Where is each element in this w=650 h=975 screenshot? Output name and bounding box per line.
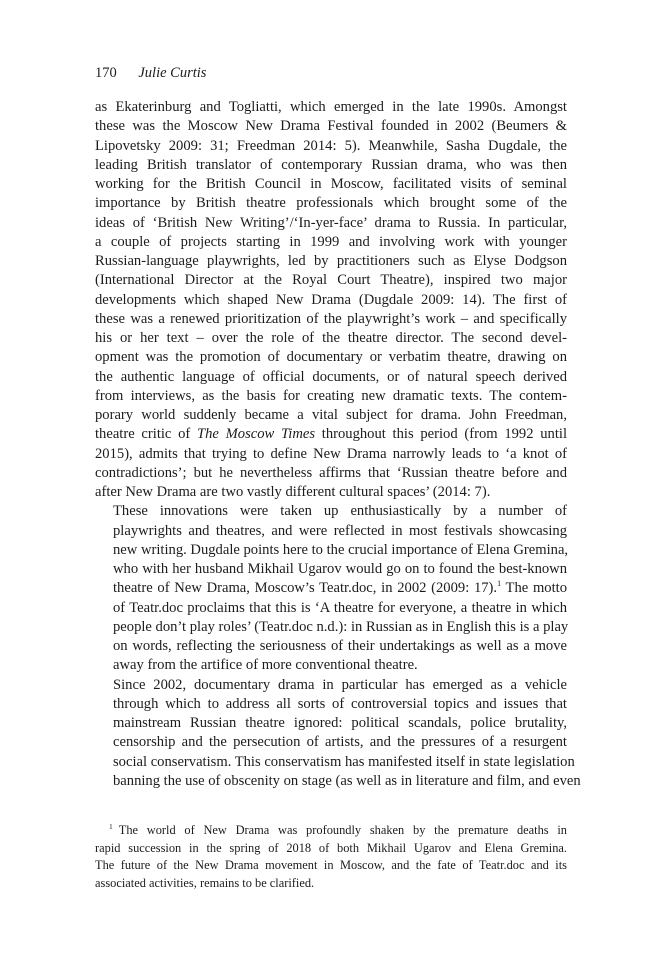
text-line: contradictions’; but he nevertheless affirms that ‘Russian theatre before and (95, 464, 567, 481)
text-line: as Ekaterinburg and Togliatti, which emerged in the late 1990s. Amongst (95, 99, 567, 115)
footnote-line: The future of the New Drama movement in Moscow, and the fate of Teatr.doc and its (95, 858, 567, 872)
text-line: working for the British Council in Moscow, facilitated visits of seminal (95, 176, 567, 192)
text-line: Lipovetsky 2009: 31; Freedman 2014: 5). Meanwhile, Sasha Dugdale, the (95, 137, 567, 154)
main-text (95, 98, 581, 791)
text-line: leading British translator of contemporary Russian drama, who was then (95, 156, 567, 173)
footnote-line: $^1$ The world of New Drama was profoundly shaken by the premature deaths in (109, 821, 567, 837)
text-line: from interviews, as the basis for creating new dramatic texts. The contem- (95, 387, 567, 404)
text-line: social conservatism. This conservatism has manifested itself in state legislation (113, 753, 575, 770)
text-line: Since 2002, documentary drama in particular has emerged as a vehicle (113, 676, 567, 693)
page-number: 170 (95, 65, 117, 81)
text-line: of Teatr.doc proclaims that this is ‘A theatre for everyone, a theatre in which (113, 599, 567, 616)
text-line: a couple of projects starting in 1999 and involving work with younger (95, 233, 567, 250)
text-line: playwrights and theatres, and were reflected in most festivals showcasing (113, 522, 567, 539)
text-line: who with her husband Mikhail Ugarov would go on to found the best-known (113, 561, 567, 577)
footnote-reference[interactable]: 1 (497, 579, 502, 589)
text-line: Russian-language playwrights, led by practitioners such as Elyse Dodgson (95, 253, 567, 269)
paragraph (95, 676, 581, 792)
text-line: his or her text – over the role of the theatre director. The second devel- (95, 330, 567, 346)
footnote-number: 1 (109, 821, 113, 831)
text-line: the authentic language of official documents, or of natural speech derived (95, 368, 567, 385)
text-line: importance by British theatre professionals which brought some of the (95, 195, 567, 212)
footnote-line: associated activities, remains to be clarified. (95, 875, 315, 890)
text-line: banning the use of obscenity on stage (as well as in literature and film, and even (113, 772, 581, 789)
text-line: people don’t play roles’ (Teatr.doc n.d.): in Russian as in English this is a play (113, 618, 569, 635)
footnote-area (95, 822, 567, 892)
footnote-line: rapid succession in the spring of 2018 of both Mikhail Ugarov and Elena Gremina. (95, 840, 567, 855)
text-line: mainstream Russian theatre ignored: political scandals, police brutality, (113, 715, 567, 731)
italic-title: The Moscow Times (197, 426, 316, 443)
text-line: through which to address all sorts of controversial topics and issues that (113, 695, 567, 712)
text-line: these was the Moscow New Drama Festival founded in 2002 (Beumers & (95, 118, 567, 135)
paragraph (95, 98, 567, 502)
text-line: theatre of New Drama, Moscow’s Teatr.doc, in 2002 (2009: 17).$^1$ The motto (113, 579, 568, 597)
text-line: new writing. Dugdale points here to the crucial importance of Elena Gremina, (113, 541, 569, 558)
text-line: porary world suddenly became a vital subject for drama. John Freedman, (95, 407, 567, 423)
text-line: away from the artifice of more conventional theatre. (113, 657, 418, 674)
text-line: theatre critic of The Moscow Times throughout this period (from 1992 until (95, 426, 568, 443)
text-line: censorship and the persecution of artists, and the pressures of a resurgent (113, 734, 567, 751)
text-line: developments which shaped New Drama (Dugdale 2009: 14). The first of (95, 291, 567, 308)
text-line: after New Drama are two vastly different cultural spaces’ (2014: 7). (95, 484, 491, 500)
text-line: these was a renewed prioritization of the playwright’s work – and specifically (95, 310, 567, 327)
running-head-author: Julie Curtis (138, 65, 207, 81)
text-line: ideas of ‘British New Writing’/‘In-yer-face’ drama to Russia. In particular, (95, 214, 567, 231)
paragraph (95, 502, 567, 675)
text-line: 2015), admits that trying to define New Drama narrowly leads to ‘a knot of (95, 445, 567, 462)
text-line: These innovations were taken up enthusiastically by a number of (113, 503, 567, 520)
text-line: opment was the promotion of documentary or verbatim theatre, drawing on (95, 349, 567, 366)
running-head (95, 64, 206, 82)
text-line: (International Director at the Royal Court Theatre), inspired two major (95, 272, 567, 289)
text-line: on words, reflecting the seriousness of their undertakings as well as a move (113, 638, 567, 654)
